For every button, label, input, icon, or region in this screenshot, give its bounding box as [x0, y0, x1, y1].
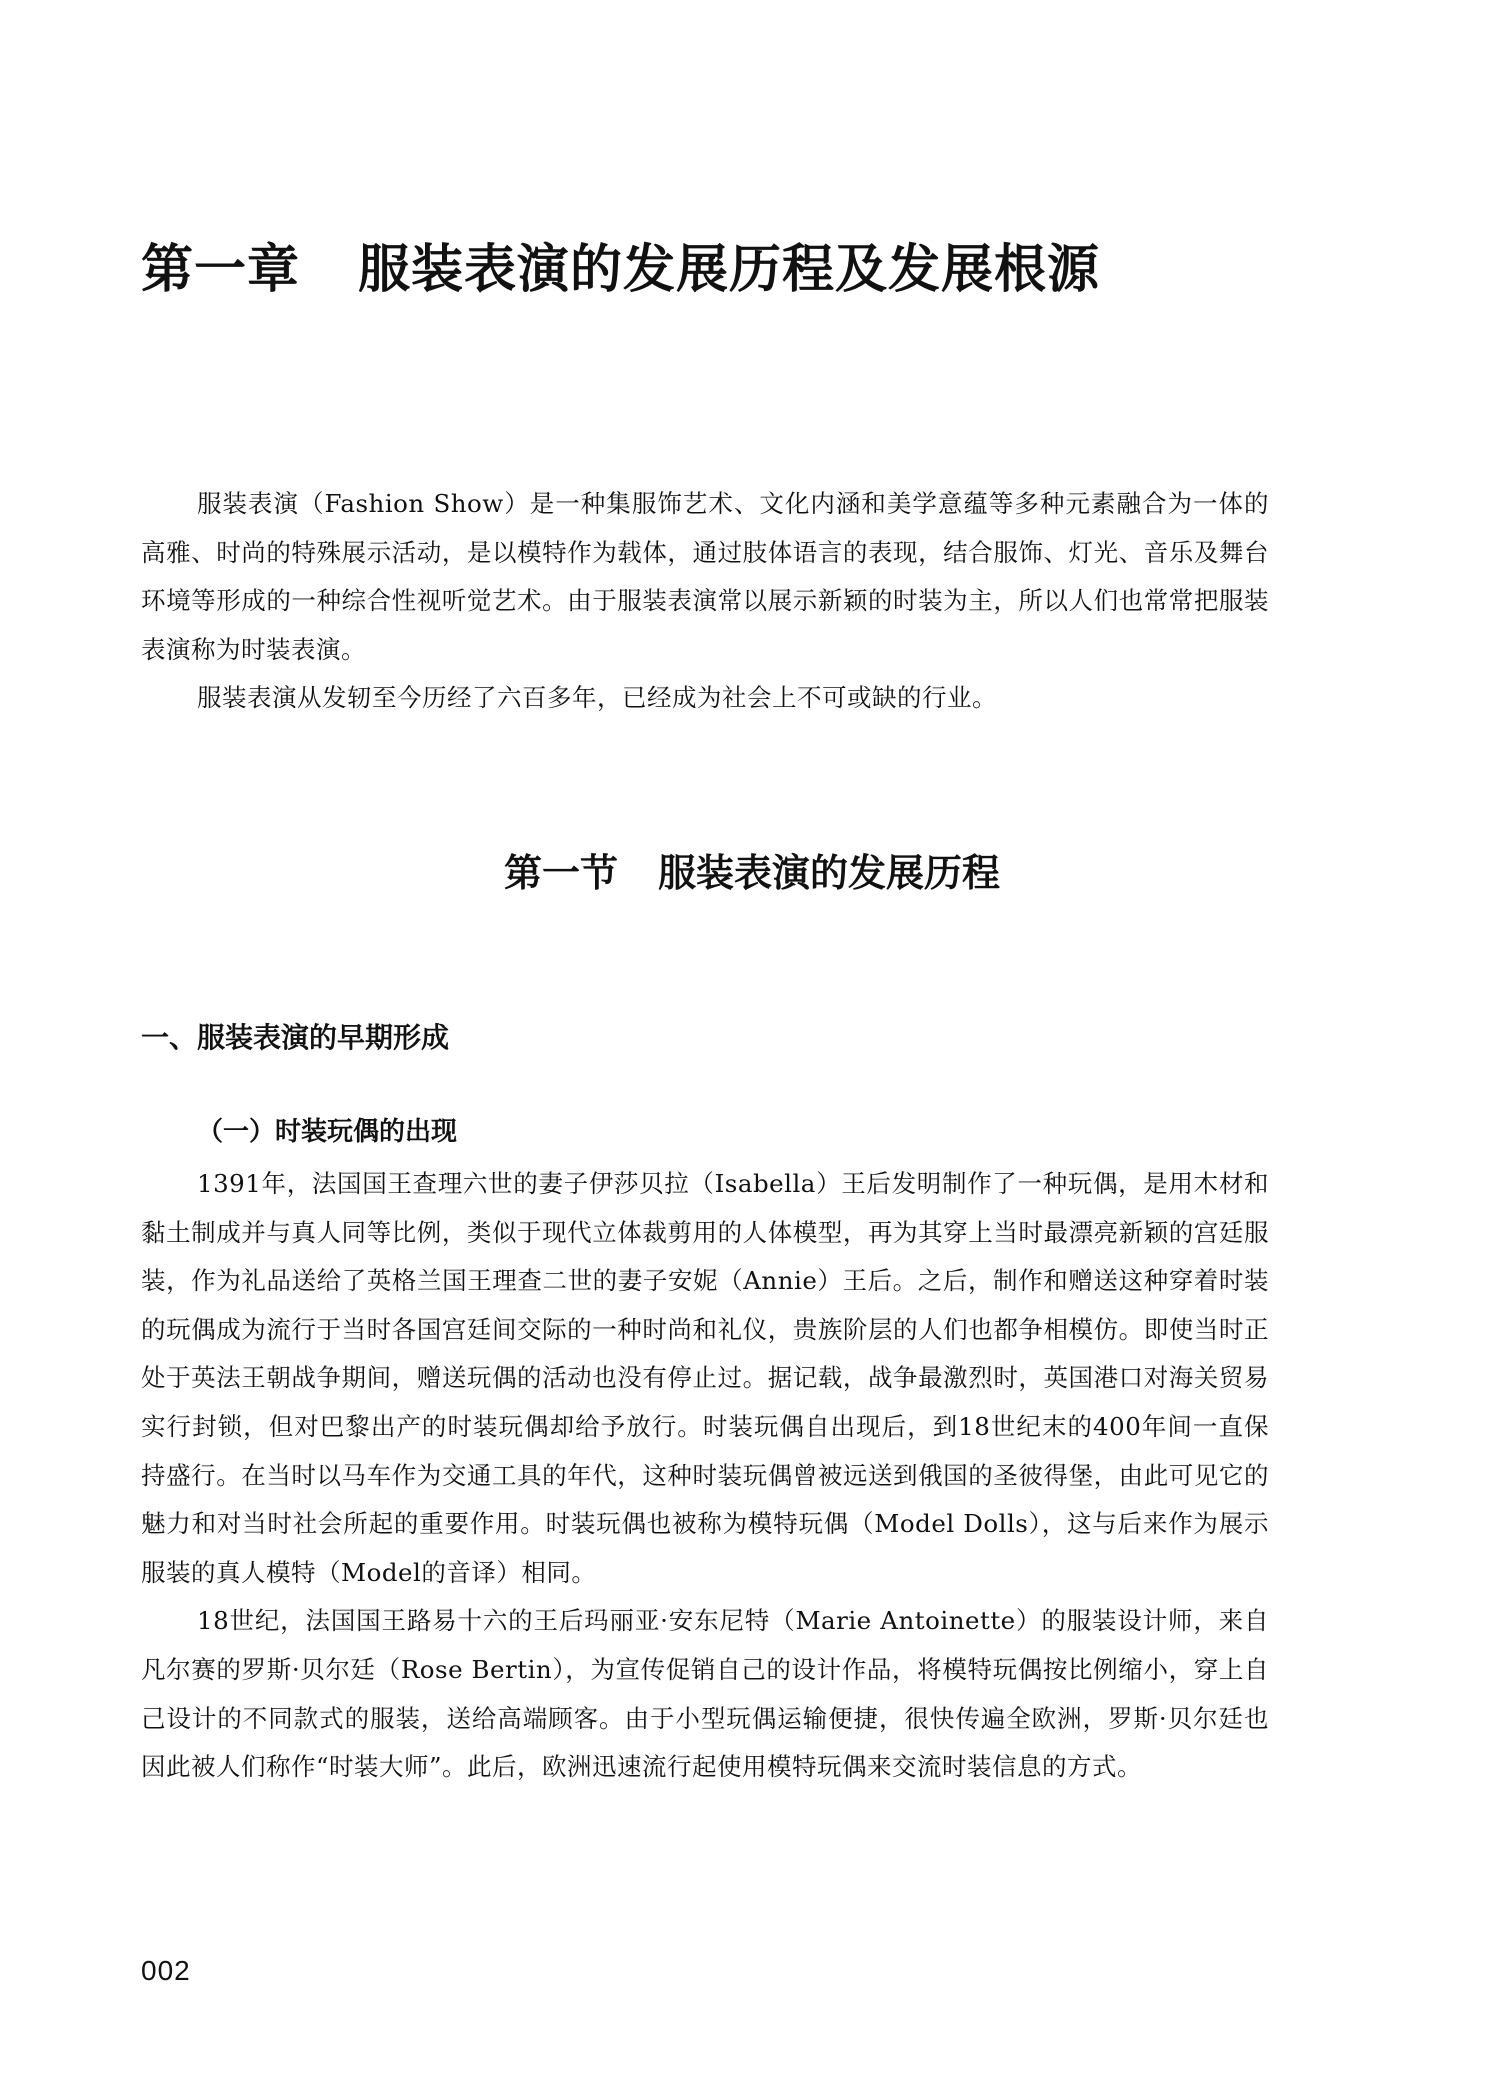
chapter-title [141, 234, 1381, 306]
section-name: 服装表演的发展历程 [658, 851, 1001, 895]
subsubsection-heading: （一）时装玩偶的出现 [197, 1117, 458, 1147]
page-number: 002 [141, 1955, 191, 1986]
body-paragraph-1: 1391年，法国国王查理六世的妻子伊莎贝拉（Isabella）王后发明制作了一种玩偶，是用木材和黏土制成并与真人同等比例，类似于现代立体裁剪用的人体模型，再为其穿上当时最漂亮新颖的宫廷服装，作为礼品送给了英格兰国王理查二世的妻子安妮（Annie）王后。之后，制作和赠送这种穿着时装的玩偶成为流行于当时各国宫廷间交际的一种时尚和礼仪，贵族阶层的人们也都争相模仿。即使当时正处于英法王朝战争期间，赠送玩偶的活动也没有停止过。据记载，战争最激烈时，英国港口对海关贸易实行封锁，但对巴黎出产的时装玩偶却给予放行。时装玩偶自出现后，到18世纪末的400年间一直保持盛行。在当时以马车作为交通工具的年代，这种时装玩偶曾被远送到俄国的圣彼得堡，由此可见它的魅力和对当时社会所起的重要作用。时装玩偶也被称为模特玩偶（Model Dolls），这与后来作为展示服装的真人模特（Model的音译）相同。 [141, 1169, 1269, 1587]
body-paragraph-2: 18世纪，法国国王路易十六的王后玛丽亚·安东尼特（Marie Antoinette）的服装设计师，来自凡尔赛的罗斯·贝尔廷（Rose Bertin），为宣传促销自己的设计作品，将模特玩偶按比例缩小，穿上自己设计的不同款式的服装，送给高端顾客。由于小型玩偶运输便捷，很快传遍全欧洲，罗斯·贝尔廷也因此被人们称作“时装大师”。此后，欧洲迅速流行起使用模特玩偶来交流时装信息的方式。 [141, 1606, 1269, 1782]
intro-text [141, 480, 1269, 723]
section-title [0, 845, 1504, 901]
chapter-name: 服装表演的发展历程及发展根源 [358, 240, 1101, 300]
intro-paragraph-2: 服装表演从发轫至今历经了六百多年，已经成为社会上不可或缺的行业。 [197, 683, 997, 713]
subsection-heading: 一、服装表演的早期形成 [141, 1021, 450, 1054]
chapter-number: 第一章 [141, 240, 301, 300]
intro-paragraph-1: 服装表演（Fashion Show）是一种集服饰艺术、文化内涵和美学意蕴等多种元素融合为一体的高雅、时尚的特殊展示活动，是以模特作为载体，通过肢体语言的表现，结合服饰、灯光、音乐及舞台环境等形成的一种综合性视听觉艺术。由于服装表演常以展示新颖的时装为主，所以人们也常常把服装表演称为时装表演。 [141, 489, 1269, 664]
section-number: 第一节 [503, 851, 618, 895]
body-text [141, 1160, 1269, 1792]
